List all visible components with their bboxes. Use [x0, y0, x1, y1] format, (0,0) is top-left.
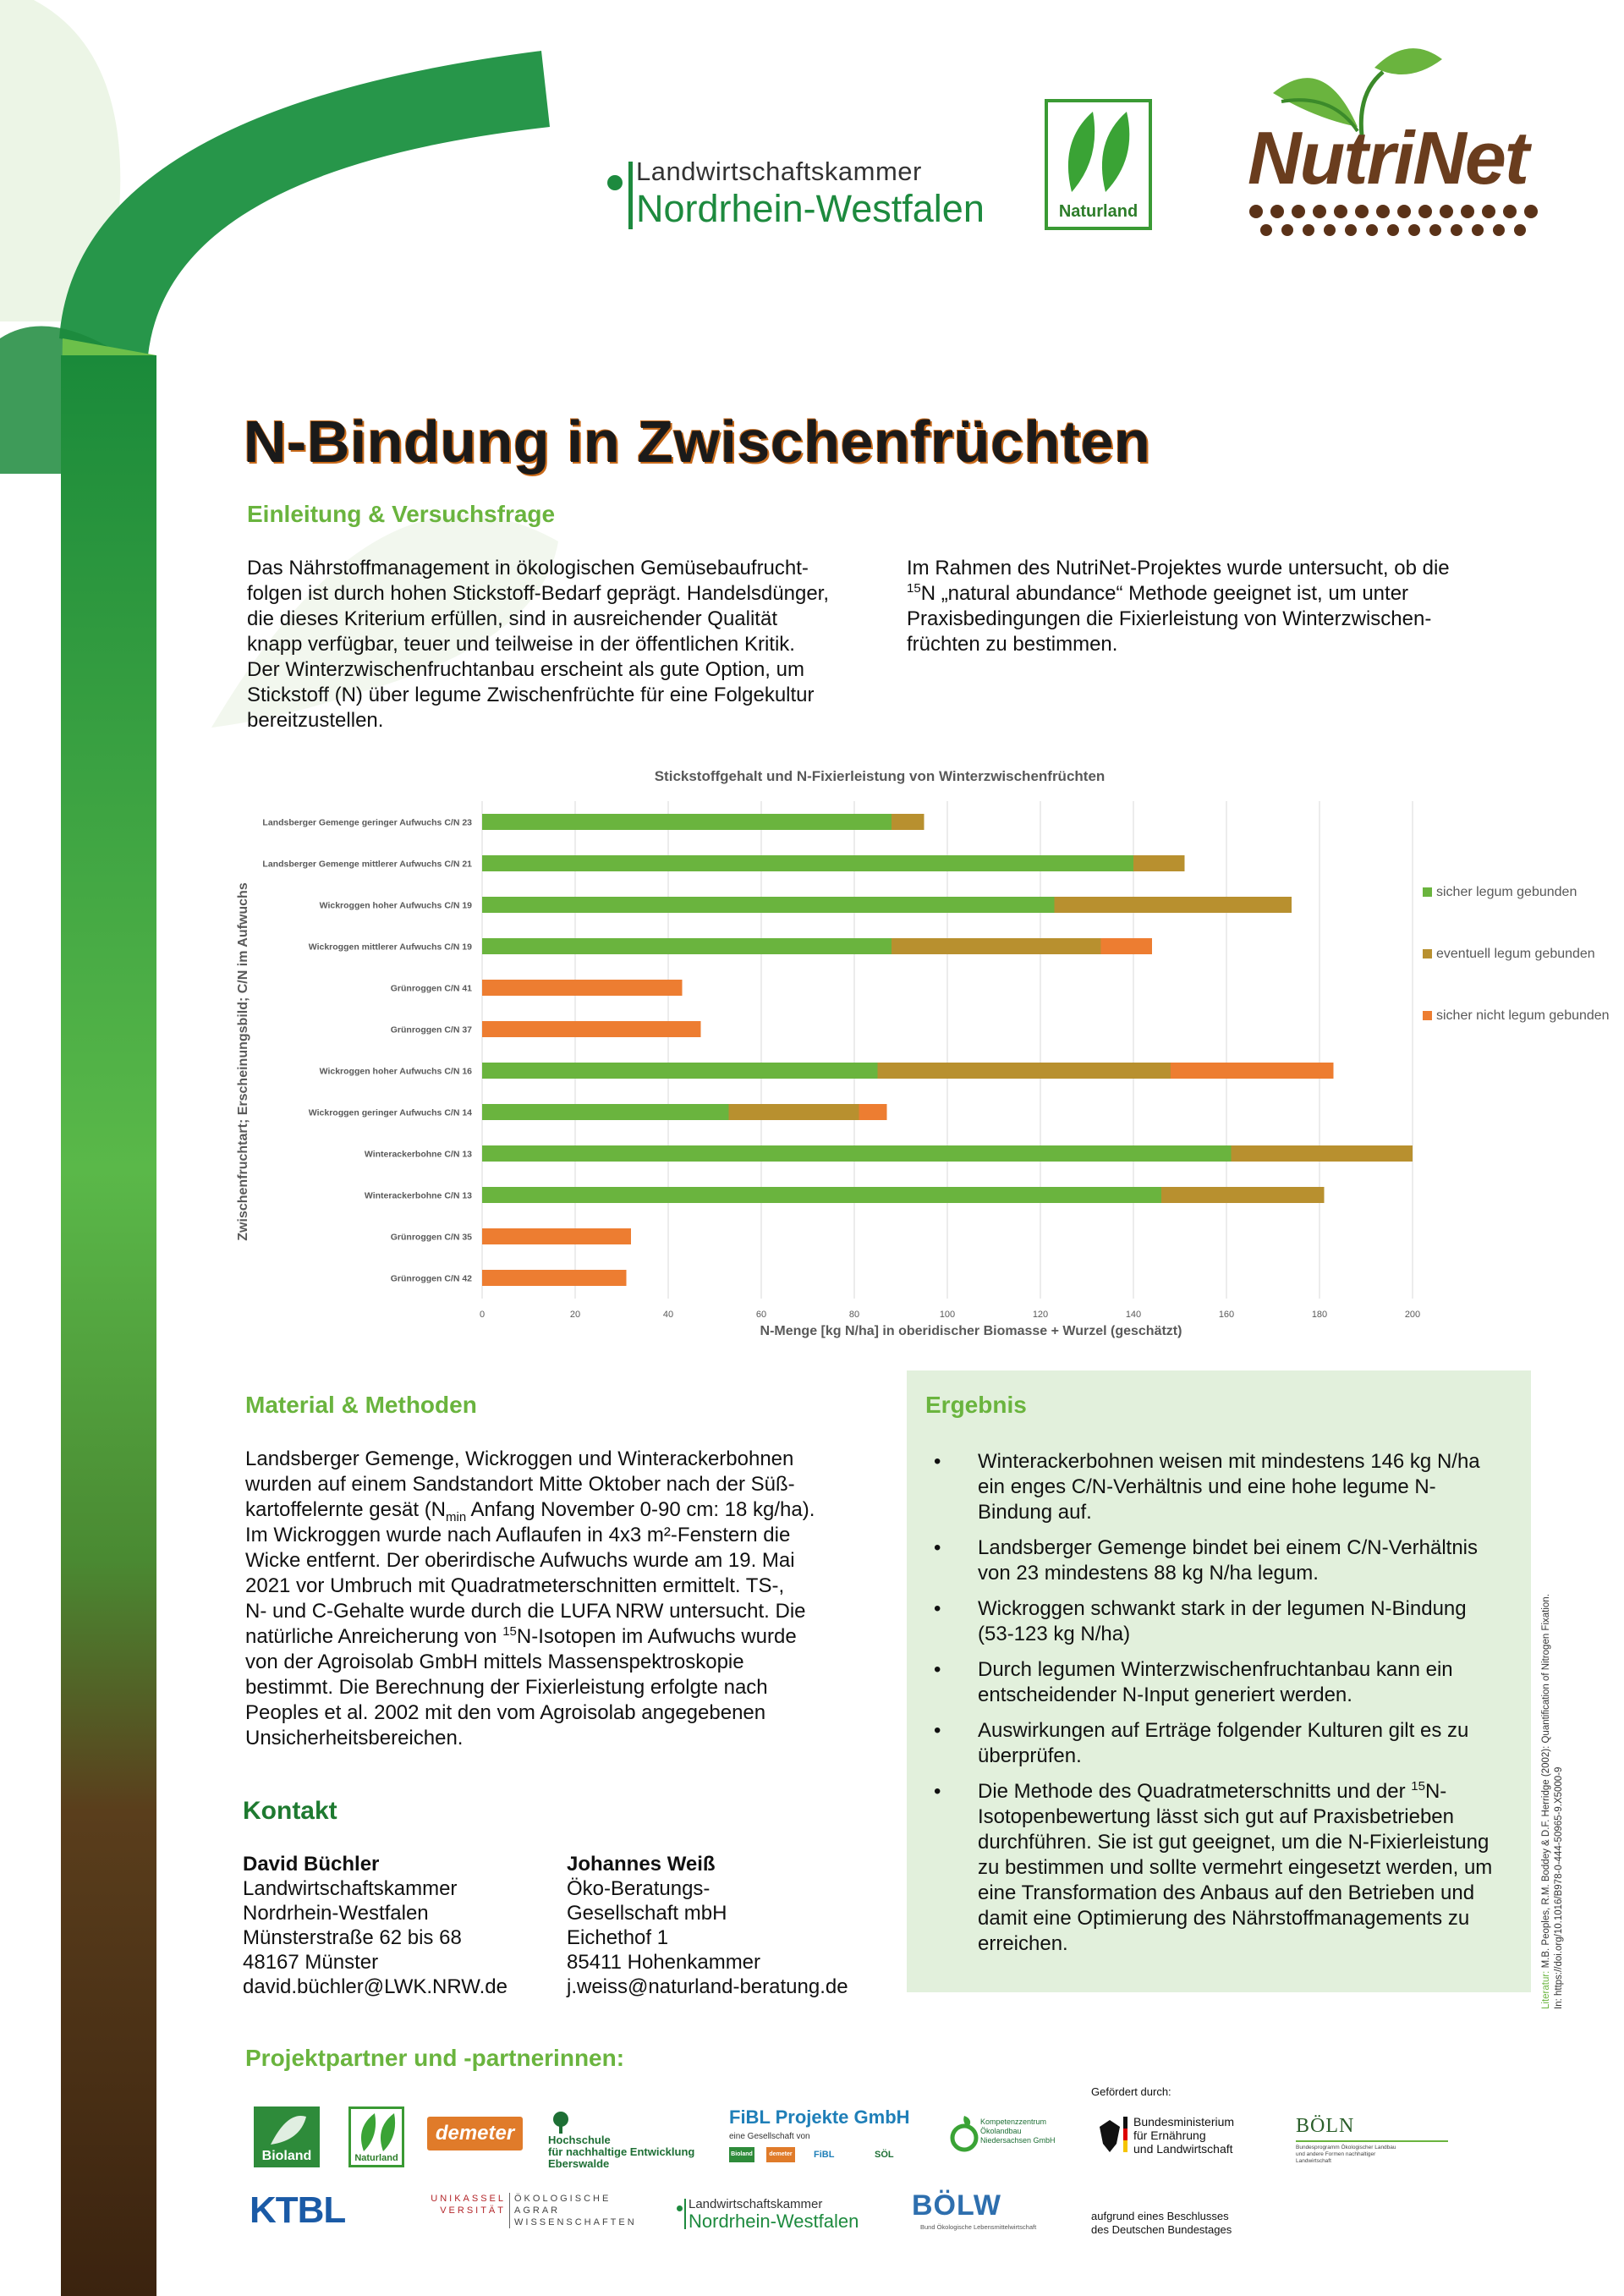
hnee-line: Eberswalde [548, 2157, 610, 2170]
chart-bar-segment [482, 1270, 627, 1286]
result-fragment: N-Isotopenbewertung lässt sich gut auf Praxisbetrieben durchführen. Sie ist gut geeignet, um die N-Fixierleistung zu bestimmen und sollte vermehrt eingesetzt werden, um eine Transformation des Anbaus auf den Betrieben und damit eine Optimierung des Nährstoffmanagements zu erreichen. [978, 1780, 1493, 1955]
contact-email[interactable]: j.weiss@naturland-beratung.de [567, 1975, 848, 1998]
uni-kassel-faculty-line: ÖKOLOGISCHE [514, 2194, 612, 2204]
chart-bar-segment [482, 1145, 1232, 1162]
literature-line [1540, 1485, 1553, 2009]
chart-legend-label: sicher legum gebunden [1436, 885, 1577, 899]
chart-bar-segment [482, 897, 1055, 913]
uni-kassel-faculty-line: WISSENSCHAFTEN [514, 2217, 637, 2227]
lwk-bar-icon [684, 2199, 686, 2229]
boelw-logo [912, 2189, 1081, 2237]
intro-right-text [907, 556, 1516, 657]
literature-doi[interactable]: In: https://doi.org/10.1016/B978-0-444-50965-9.X5000-9 [1554, 1766, 1564, 2009]
bundestag-line: aufgrund eines Beschlusses [1091, 2210, 1229, 2222]
intro-right-line: Im Rahmen des NutriNet-Projektes wurde untersucht, ob die [907, 557, 1450, 579]
lwk-dot-icon [677, 2205, 683, 2211]
contact-line: Nordrhein-Westfalen [243, 1902, 429, 1925]
chart-x-tick-label: 80 [848, 1310, 860, 1320]
uni-kassel-faculty [514, 2193, 637, 2228]
chart-category-label: Landsberger Gemenge mittlerer Aufwuchs C/N 21 [262, 859, 472, 870]
chart-x-tick-label: 60 [755, 1310, 767, 1320]
methods-line: N- und C-Gehalte wurde durch die LUFA NRW untersucht. Die [245, 1600, 806, 1623]
hnee-line: für nachhaltige Entwicklung [548, 2145, 695, 2158]
result-heading: Ergebnis [925, 1392, 1027, 1418]
result-fragment: Die Methode des Quadratmeterschnitts und der [978, 1780, 1412, 1803]
chart-x-tick-label: 200 [1404, 1310, 1421, 1320]
chart-bar-segment [482, 980, 683, 996]
chart-category-label: Winterackerbohne C/N 13 [364, 1190, 472, 1201]
nmin-sub: min [446, 1509, 467, 1524]
bioland-leaf-icon [254, 2106, 320, 2149]
chart-category-label: Winterackerbohne C/N 13 [364, 1149, 472, 1160]
chart-bar-segment [878, 1063, 1171, 1079]
fibl-subtitle: eine Gesellschaft von [729, 2132, 810, 2141]
chart-legend-label: eventuell legum gebunden [1436, 947, 1595, 961]
chart-category-label: Grünroggen C/N 41 [390, 983, 472, 994]
contact-person-1 [243, 1852, 508, 1999]
nutrinet-logo-text: NutriNet [1248, 116, 1528, 200]
chart-title: Stickstoffgehalt und N-Fixierleistung von Winterzwischenfrüchten [654, 768, 1106, 784]
boeln-sub-line: Bundesprogramm Ökologischer Landbau [1296, 2145, 1396, 2150]
chart-category-label: Wickroggen geringer Aufwuchs C/N 14 [308, 1107, 472, 1118]
chart-bar-segment [892, 814, 924, 830]
bmel-line: Bundesministerium [1133, 2115, 1235, 2128]
bioland-logo-text: Bioland [261, 2149, 312, 2163]
federal-eagle-icon [1091, 2115, 1128, 2157]
methods-line: Landsberger Gemenge, Wickroggen und Winterackerbohnen [245, 1447, 794, 1470]
methods-fragment: natürliche Anreicherung von [245, 1625, 503, 1648]
intro-right-line2: N „natural abundance“ Methode geeignet ist, um unter [920, 582, 1409, 605]
chart-y-axis-label: Zwischenfruchtart; Erscheinungsbild; C/N im Aufwuchs [236, 882, 250, 1241]
fibl-member-bioland: Bioland [729, 2147, 754, 2162]
uni-kassel-name [414, 2193, 506, 2216]
fibl-logo [729, 2106, 924, 2170]
uni-kassel-line: UNIKASSEL [431, 2194, 506, 2204]
intro-left-line: folgen ist durch hohen Stickstoff-Bedarf geprägt. Handelsdünger, [247, 582, 829, 605]
chart-x-ticks [480, 1310, 1420, 1320]
demeter-logo [427, 2117, 523, 2150]
methods-fragment: kartoffelernte gesät (N [245, 1498, 447, 1521]
methods-line: von der Agroisolab GmbH mittels Massenspektroskopie [245, 1651, 744, 1673]
contact-name: David Büchler [243, 1853, 380, 1876]
lwk-logo-line1: Landwirtschaftskammer [636, 157, 922, 186]
naturland-logo [1045, 99, 1152, 230]
chart-bar-segment [482, 1104, 729, 1120]
intro-left-line: bereitzustellen. [247, 709, 384, 732]
lwk-logo-line2: Nordrhein-Westfalen [636, 187, 985, 230]
fibl-member-soel: SÖL [875, 2150, 894, 2160]
chart-bar-segment [1055, 897, 1292, 913]
chart-category-labels [262, 818, 472, 1284]
result-box [907, 1370, 1531, 1992]
funded-by-label: Gefördert durch: [1091, 2085, 1171, 2098]
lwk-small-line2: Nordrhein-Westfalen [689, 2211, 859, 2232]
uni-kassel-line: VERSITÄT [440, 2205, 506, 2216]
hnee-line: Hochschule [548, 2134, 611, 2146]
methods-line: Wicke entfernt. Der oberirdische Aufwuchs wurde am 19. Mai [245, 1549, 795, 1572]
naturland-small-text: Naturland [354, 2153, 398, 2163]
intro-left-line: Das Nährstoffmanagement in ökologischen Gemüsebaufrucht- [247, 557, 809, 579]
bioland-logo [254, 2106, 320, 2167]
methods-text [245, 1447, 888, 1751]
bmel-logo [1091, 2115, 1252, 2166]
naturland-leaf-icon [1055, 107, 1142, 196]
chart-bar-segment [892, 938, 1101, 954]
fibl-member-fibl: FiBL [814, 2150, 835, 2160]
result-item: • Winterackerbohnen weisen mit mindestens 146 kg N/ha ein enges C/N-Verhältnis und eine hohe legume N-Bindung auf. [924, 1449, 1499, 1525]
contact-line: Öko-Beratungs- [567, 1877, 710, 1900]
isotope-sup: 15 [1411, 1779, 1425, 1793]
naturland-small-logo [348, 2106, 404, 2167]
intro-left-line: Stickstoff (N) über legume Zwischenfrüchte für eine Folgekultur [247, 684, 815, 706]
chart-category-label: Wickroggen mittlerer Aufwuchs C/N 19 [308, 942, 472, 953]
chart-bar-segment [1161, 1187, 1325, 1203]
contact-person-2 [567, 1852, 848, 1999]
chart-bar-segment [729, 1104, 859, 1120]
result-item [924, 1779, 1499, 1957]
chart-bar-segment [1232, 1145, 1413, 1162]
koeko-line: Ökolandbau [980, 2127, 1022, 2135]
methods-line: 2021 vor Umbruch mit Quadratmeterschnitten ermittelt. TS-, [245, 1574, 785, 1597]
chart-bar-segment [482, 1063, 878, 1079]
chart-legend-swatch [1423, 887, 1432, 897]
chart-x-tick-label: 160 [1218, 1310, 1235, 1320]
lwk-small-logo [677, 2197, 888, 2235]
methods-line [245, 1497, 888, 1523]
intro-right-line: früchten zu bestimmen. [907, 633, 1118, 656]
chart-x-tick-label: 100 [939, 1310, 956, 1320]
chart-bar-segment [482, 814, 892, 830]
chart-x-tick-label: 40 [662, 1310, 674, 1320]
contact-line: Eichethof 1 [567, 1926, 669, 1949]
methods-line: bestimmt. Die Berechnung der Fixierleistung erfolgte nach [245, 1676, 768, 1699]
isotope-sup: 15 [502, 1624, 517, 1639]
methods-heading: Material & Methoden [245, 1392, 477, 1418]
chart-category-label: Wickroggen hoher Aufwuchs C/N 16 [319, 1066, 472, 1077]
methods-line [245, 1624, 888, 1650]
chart-category-label: Grünroggen C/N 42 [390, 1273, 472, 1284]
bmel-line: für Ernährung [1133, 2128, 1206, 2142]
chart-x-tick-label: 180 [1311, 1310, 1328, 1320]
chart-bar-segment [859, 1104, 887, 1120]
koeko-circle-icon [950, 2112, 979, 2155]
bundestag-note [1091, 2210, 1232, 2237]
koeko-logo-text [980, 2117, 1056, 2145]
contact-line: Landwirtschaftskammer [243, 1877, 458, 1900]
hnee-logo-text [548, 2134, 694, 2170]
isotope-sup: 15 [907, 581, 921, 596]
naturland-logo-text: Naturland [1058, 202, 1138, 221]
fibl-title: FiBL Projekte GmbH [729, 2106, 910, 2128]
bundestag-line: des Deutschen Bundestages [1091, 2223, 1232, 2236]
chart-category-label: Grünroggen C/N 37 [390, 1024, 472, 1035]
literature-label: Literatur: [1541, 1970, 1551, 2009]
methods-line: Peoples et al. 2002 mit den vom Agroisolab angegebenen [245, 1701, 766, 1724]
lwk-dot-icon [607, 175, 623, 190]
result-list [924, 1449, 1499, 1967]
uni-kassel-divider [509, 2193, 510, 2228]
partners-heading: Projektpartner und -partnerinnen: [245, 2045, 625, 2071]
contact-line: 85411 Hohenkammer [567, 1951, 761, 1974]
chart-legend-swatch [1423, 949, 1432, 958]
methods-fragment: Anfang November 0-90 cm: 18 kg/ha). [466, 1498, 815, 1521]
uni-kassel-faculty-line: AGRAR [514, 2205, 561, 2216]
chart-category-label: Landsberger Gemenge geringer Aufwuchs C/N 23 [262, 817, 472, 828]
contact-line: 48167 Münster [243, 1951, 379, 1974]
hnee-tree-icon [548, 2111, 573, 2134]
result-item: • Landsberger Gemenge bindet bei einem C/N-Verhältnis von 23 mindestens 88 kg N/ha legum. [924, 1535, 1499, 1586]
chart-x-tick-label: 20 [569, 1310, 581, 1320]
chart-x-axis-label: N-Menge [kg N/ha] in oberidischer Biomasse + Wurzel (geschätzt) [760, 1324, 1182, 1338]
koeko-logo [950, 2112, 1068, 2163]
chart-category-label: Grünroggen C/N 35 [390, 1232, 472, 1243]
intro-left-line: knapp verfügbar, teuer und teilweise in der öffentlichen Kritik. [247, 633, 795, 656]
demeter-logo-text: demeter [435, 2122, 515, 2145]
chart-bar-segment [482, 855, 1133, 871]
bmel-logo-text [1133, 2115, 1234, 2156]
chart-legend-swatch [1423, 1011, 1432, 1020]
koeko-line: Niedersachsen GmbH [980, 2136, 1056, 2145]
chart-category-label: Wickroggen hoher Aufwuchs C/N 19 [319, 900, 472, 911]
intro-right-line: Praxisbedingungen die Fixierleistung von Winterzwischen- [907, 607, 1432, 630]
koeko-line: Kompetenzzentrum [980, 2117, 1047, 2126]
contact-line: Münsterstraße 62 bis 68 [243, 1926, 462, 1949]
boeln-divider [1296, 2140, 1448, 2142]
lwk-small-line1: Landwirtschaftskammer [689, 2197, 823, 2211]
lwk-bar-icon [628, 162, 633, 229]
result-item: • Wickroggen schwankt stark in der legumen N-Bindung (53-123 kg N/ha) [924, 1596, 1499, 1647]
n-fixation-chart [228, 766, 1610, 1349]
contact-heading: Kontakt [243, 1797, 337, 1825]
boeln-sub-line: Landwirtschaft [1296, 2158, 1331, 2164]
hnee-logo [548, 2111, 726, 2170]
chart-x-tick-label: 120 [1032, 1310, 1049, 1320]
methods-line: Unsicherheitsbereichen. [245, 1727, 464, 1749]
ktbl-logo [250, 2189, 385, 2231]
contact-line: Gesellschaft mbH [567, 1902, 727, 1925]
poster-title: N-Bindung in Zwischenfrüchten [244, 409, 1151, 475]
chart-bar-segment [482, 938, 892, 954]
methods-line: wurden auf einem Sandstandort Mitte Oktober nach der Süß- [245, 1473, 795, 1496]
methods-line: Im Wickroggen wurde nach Auflaufen in 4x3 m²-Fenstern die [245, 1524, 791, 1546]
literature-ref: M.B. Peoples, R.M. Boddey & D.F. Herridge (2002): Quantification of Nitrogen Fixation. [1541, 1594, 1551, 1971]
boeln-sub-line: und andere Formen nachhaltiger [1296, 2151, 1376, 2157]
intro-left-line: die dieses Kriterium erfüllen, sind in ausreichender Qualität [247, 607, 777, 630]
result-item: • Auswirkungen auf Erträge folgender Kulturen gilt es zu überprüfen. [924, 1718, 1499, 1769]
boelw-sub: Bund Ökologische Lebensmittelwirtschaft [920, 2223, 1037, 2231]
intro-heading: Einleitung & Versuchsfrage [247, 501, 556, 527]
fibl-member-demeter: demeter [766, 2147, 795, 2162]
result-item: • Durch legumen Winterzwischenfruchtanbau kann ein entscheidender N-Input generiert werden. [924, 1657, 1499, 1708]
contact-name: Johannes Weiß [567, 1853, 716, 1876]
chart-bar-segment [482, 1021, 701, 1037]
chart-grid [482, 801, 1413, 1299]
chart-bar-segment [1133, 855, 1185, 871]
boeln-logo-text: BÖLN [1296, 2115, 1355, 2137]
chart-x-tick-label: 140 [1125, 1310, 1142, 1320]
intro-left-line: Der Winterzwischenfruchtanbau erscheint als gute Option, um [247, 658, 804, 681]
intro-right-line [907, 581, 1516, 607]
intro-left-text [247, 556, 890, 733]
naturland-leaf-icon [351, 2111, 402, 2153]
boelw-logo-text: BÖLW [912, 2189, 1001, 2222]
chart-legend-label: sicher nicht legum gebunden [1436, 1008, 1610, 1023]
boeln-sub [1296, 2145, 1396, 2165]
chart-bar-segment [1101, 938, 1153, 954]
chart-bar-segment [482, 1187, 1161, 1203]
bmel-line: und Landwirtschaft [1133, 2142, 1233, 2156]
chart-bar-segment [482, 1228, 631, 1244]
ktbl-logo-text: KTBL [250, 2189, 346, 2231]
contact-email[interactable]: david.büchler@LWK.NRW.de [243, 1975, 508, 1998]
nutrinet-logo [1188, 42, 1544, 237]
methods-fragment: N-Isotopen im Aufwuchs wurde [516, 1625, 797, 1648]
chart-bar-segment [1171, 1063, 1334, 1079]
chart-x-tick-label: 0 [479, 1310, 486, 1320]
literature-note [1540, 1485, 1566, 2009]
boeln-logo [1287, 2115, 1457, 2166]
uni-kassel-logo [414, 2193, 685, 2231]
